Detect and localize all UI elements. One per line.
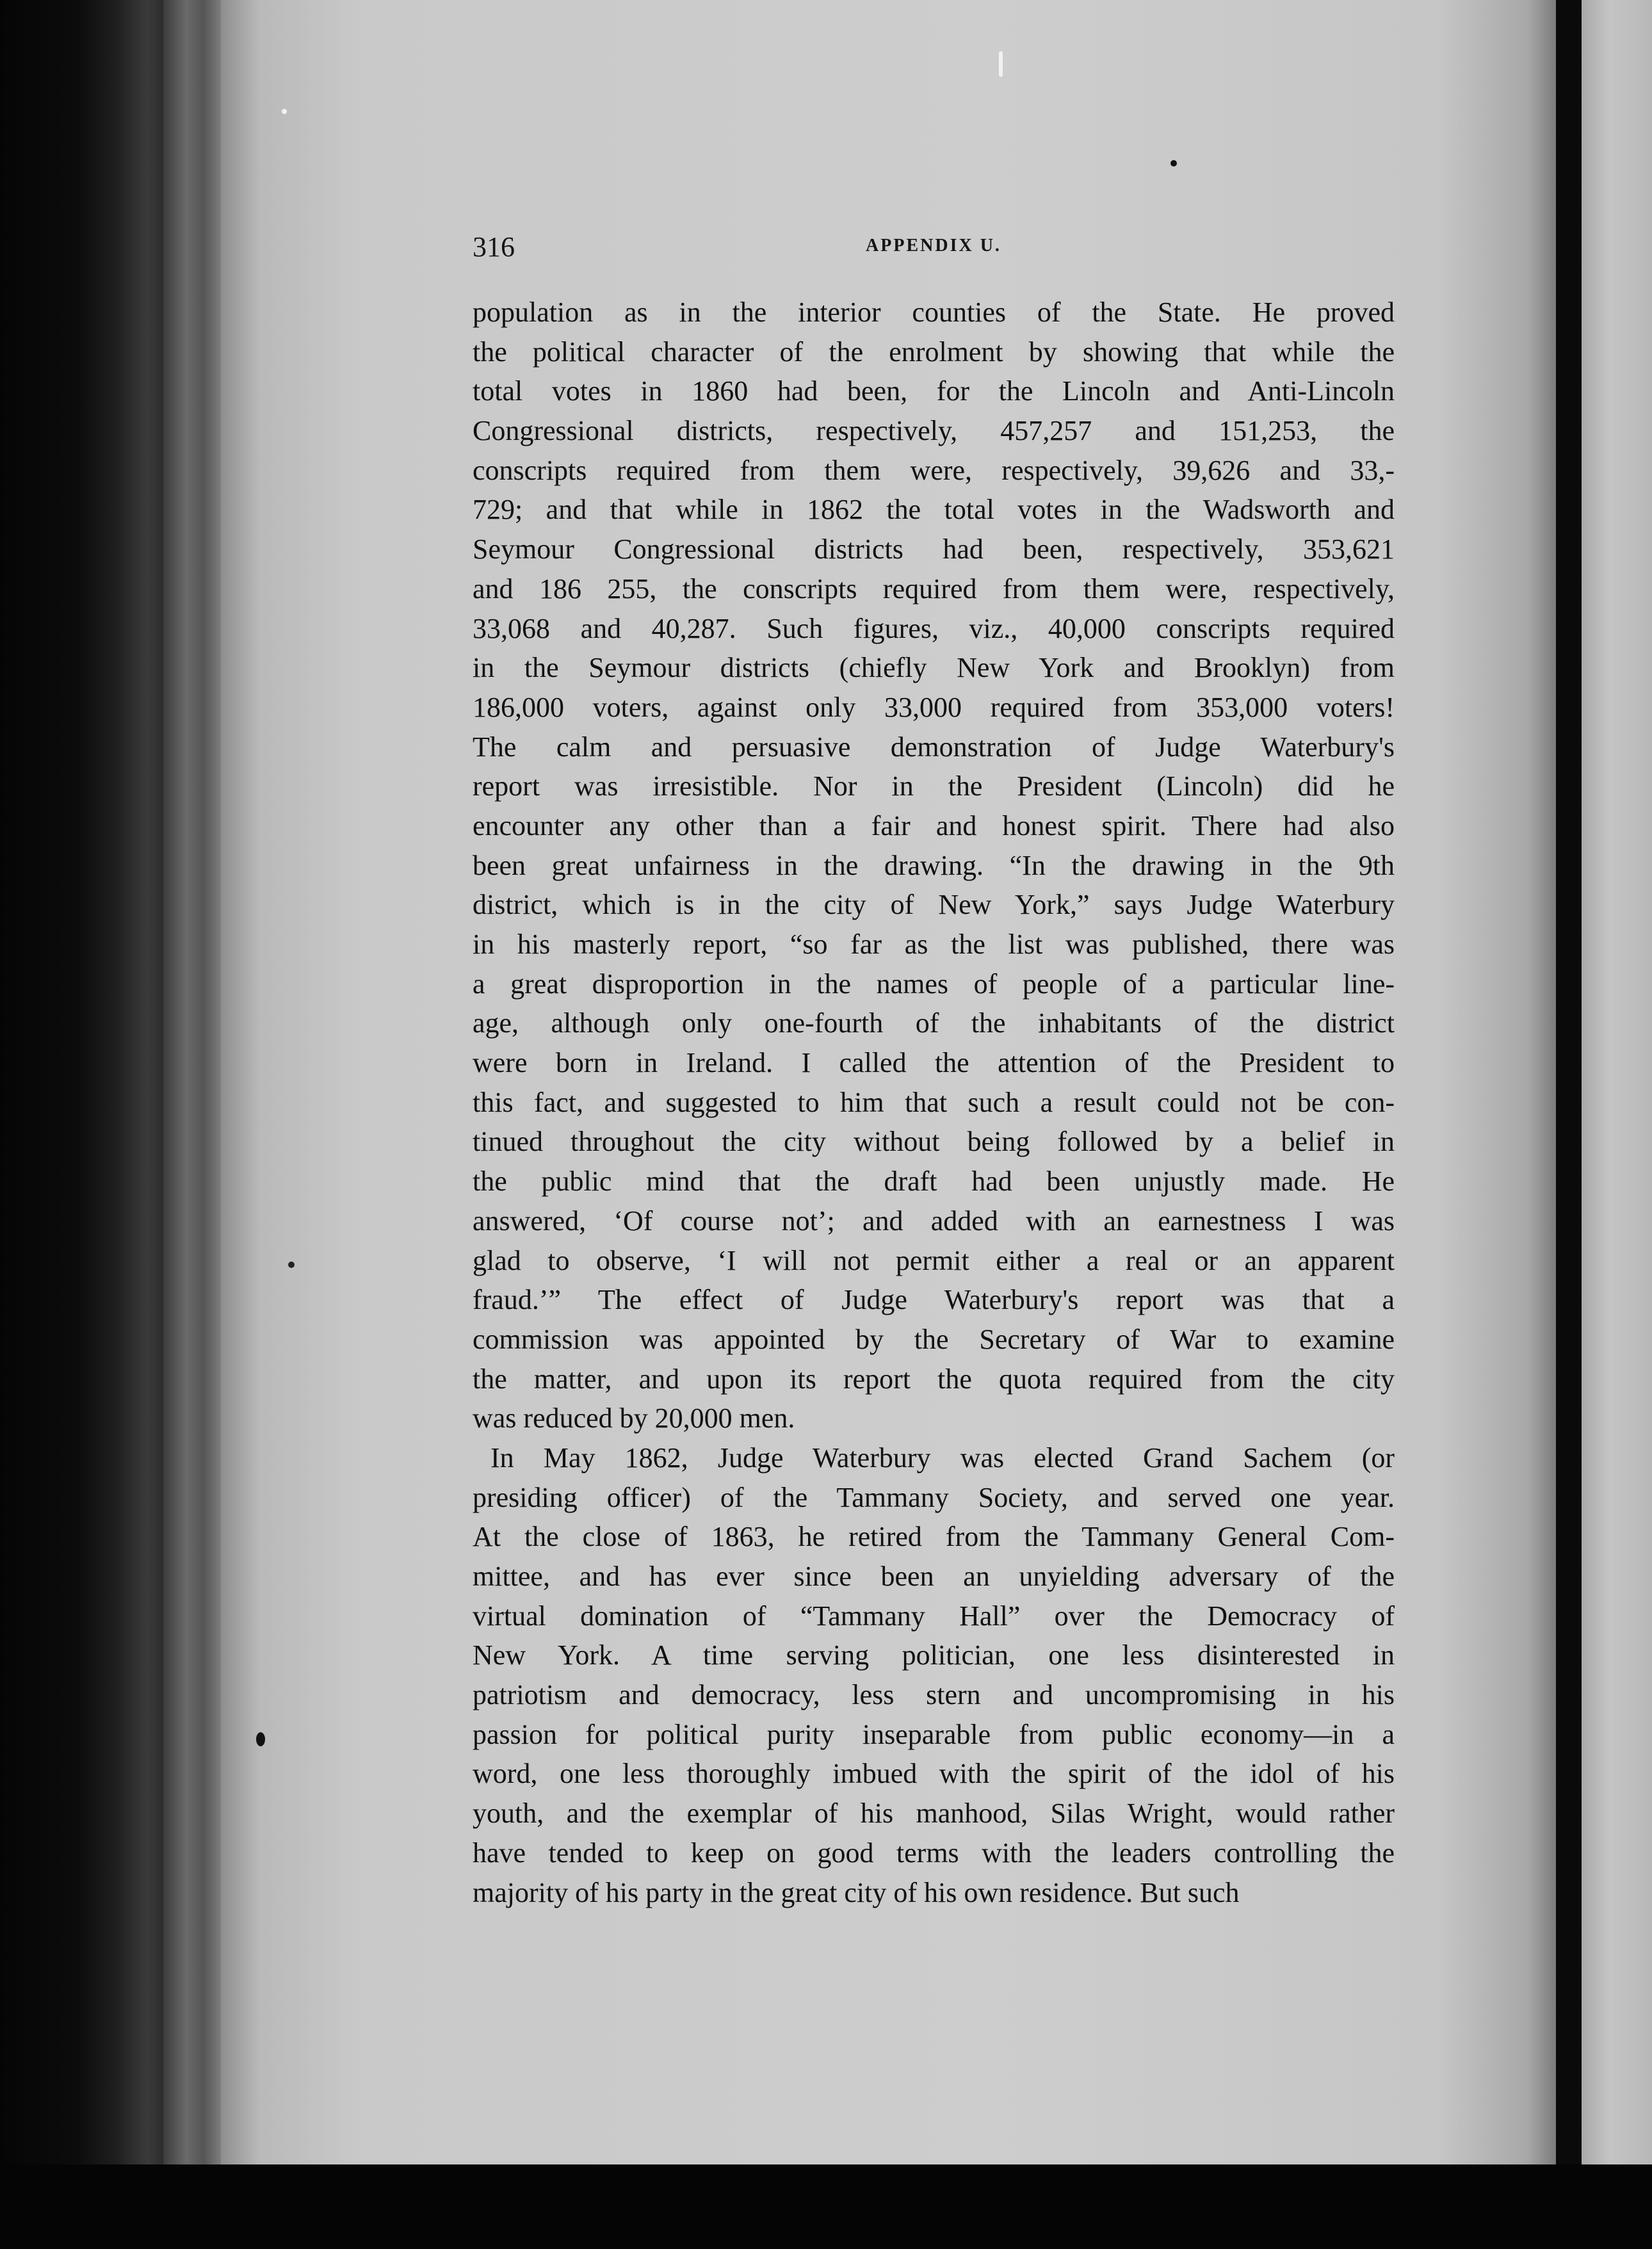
- text-line: the public mind that the draft had been unjustly made. He: [473, 1165, 1395, 1198]
- next-page-edge: [1582, 0, 1652, 2249]
- page-gutter: [1556, 0, 1582, 2249]
- dust-speck: [999, 51, 1003, 77]
- page-number: 316: [473, 231, 515, 263]
- text-line: At the close of 1863, he retired from the Tammany General Com-: [473, 1521, 1395, 1553]
- text-line: conscripts required from them were, respectively, 39,626 and 33,-: [473, 454, 1395, 486]
- text-line: and 186 255, the conscripts required from them were, respectively,: [473, 572, 1395, 605]
- header-title: APPENDIX U.: [866, 236, 1001, 256]
- text-line: been great unfairness in the drawing. “In the drawing in the 9th: [473, 849, 1395, 881]
- text-line: total votes in 1860 had been, for the Lincoln and Anti-Lincoln: [473, 375, 1395, 407]
- text-line: have tended to keep on good terms with the leaders controlling the: [473, 1837, 1395, 1869]
- body-text: [473, 293, 1395, 1912]
- dust-speck: [282, 109, 287, 114]
- text-line: encounter any other than a fair and honest spirit. There had also: [473, 809, 1395, 841]
- text-line: population as in the interior counties of the State. He proved: [473, 296, 1395, 328]
- text-line: 729; and that while in 1862 the total votes in the Wadsworth and: [473, 494, 1395, 526]
- text-line: Congressional districts, respectively, 457,257 and 151,253, the: [473, 415, 1395, 447]
- text-line: passion for political purity inseparable from public economy—in a: [473, 1718, 1395, 1750]
- text-line: youth, and the exemplar of his manhood, Silas Wright, would rather: [473, 1798, 1395, 1830]
- text-line: mittee, and has ever since been an unyielding adversary of the: [473, 1561, 1395, 1592]
- text-line: patriotism and democracy, less stern and uncompromising in his: [473, 1679, 1395, 1711]
- text-line: In May 1862, Judge Waterbury was elected Grand Sachem (or: [490, 1441, 1395, 1474]
- text-line: tinued throughout the city without being followed by a belief in: [473, 1126, 1395, 1158]
- dust-speck: [288, 1262, 295, 1268]
- page-stack-edge: [163, 0, 221, 2249]
- text-line: 186,000 voters, against only 33,000 required from 353,000 voters!: [473, 691, 1395, 723]
- text-line: in the Seymour districts (chiefly New York and Brooklyn) from: [473, 652, 1395, 684]
- dust-speck: [256, 1732, 265, 1746]
- text-line: New York. A time serving politician, one less disinterested in: [473, 1639, 1395, 1671]
- text-line: presiding officer) of the Tammany Society, and served one year.: [473, 1481, 1395, 1513]
- dust-speck: [1170, 160, 1177, 166]
- text-line: Seymour Congressional districts had been, respectively, 353,621: [473, 533, 1395, 565]
- text-line: the matter, and upon its report the quota required from the city: [473, 1363, 1395, 1395]
- text-line: glad to observe, ‘I will not permit either a real or an apparent: [473, 1244, 1395, 1276]
- text-line: The calm and persuasive demonstration of Judge Waterbury's: [473, 731, 1395, 763]
- text-line: a great disproportion in the names of people of a particular line-: [473, 968, 1395, 1000]
- text-line: in his masterly report, “so far as the list was published, there was: [473, 929, 1395, 960]
- text-line: fraud.’” The effect of Judge Waterbury's report was that a: [473, 1284, 1395, 1316]
- text-line: report was irresistible. Nor in the President (Lincoln) did he: [473, 770, 1395, 802]
- text-line: was reduced by 20,000 men.: [473, 1402, 795, 1434]
- text-line: this fact, and suggested to him that such a result could not be con-: [473, 1086, 1395, 1118]
- text-line: district, which is in the city of New York,” says Judge Waterbury: [473, 889, 1395, 921]
- text-line: 33,068 and 40,287. Such figures, viz., 40,000 conscripts required: [473, 612, 1395, 644]
- text-line: majority of his party in the great city of his own residence. But such: [473, 1876, 1240, 1908]
- text-line: answered, ‘Of course not’; and added with an earnestness I was: [473, 1205, 1395, 1237]
- text-line: virtual domination of “Tammany Hall” over the Democracy of: [473, 1600, 1395, 1632]
- text-line: age, although only one-fourth of the inhabitants of the district: [473, 1007, 1395, 1039]
- text-line: commission was appointed by the Secretary of War to examine: [473, 1323, 1395, 1355]
- text-line: the political character of the enrolment by showing that while the: [473, 336, 1395, 368]
- text-line: word, one less thoroughly imbued with the spirit of the idol of his: [473, 1758, 1395, 1790]
- text-line: were born in Ireland. I called the attention of the President to: [473, 1047, 1395, 1079]
- running-head: [473, 231, 1395, 269]
- bottom-shadow: [0, 2164, 1652, 2249]
